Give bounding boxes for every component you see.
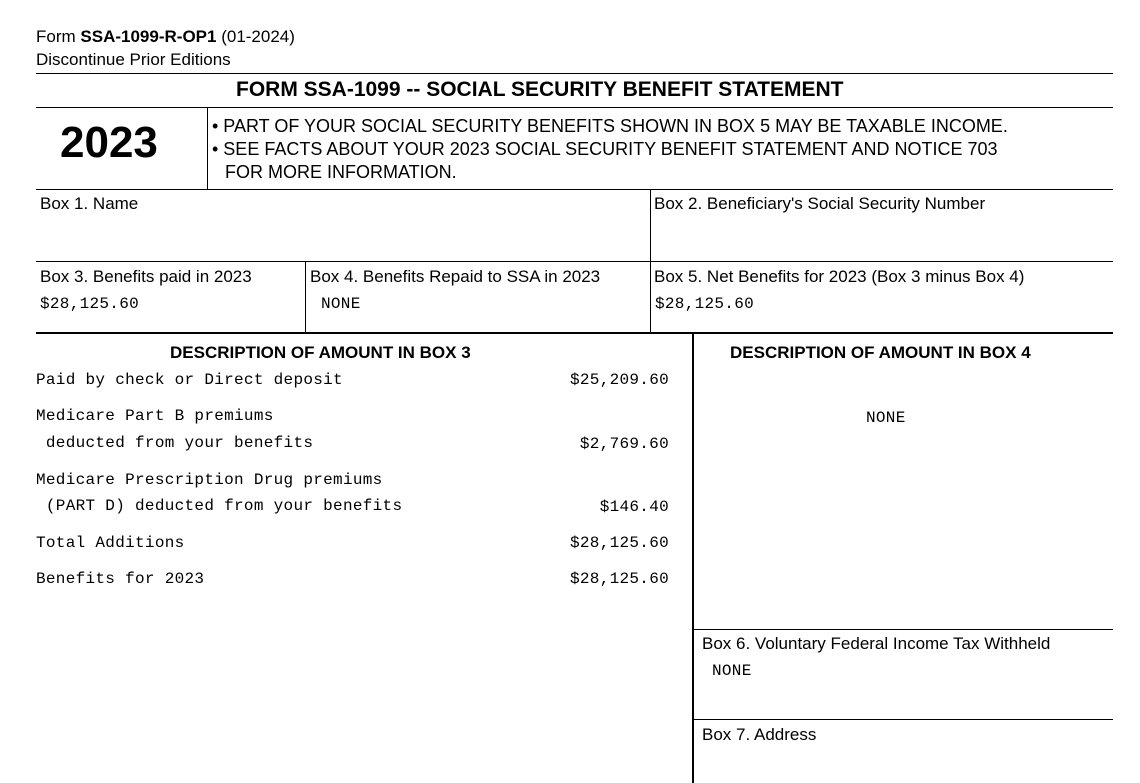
box6-value: NONE <box>712 662 752 680</box>
desc-row-label: Medicare Prescription Drug premiums <box>36 471 383 489</box>
divider <box>36 332 1113 334</box>
box3-label: Box 3. Benefits paid in 2023 <box>40 267 252 286</box>
desc-row-label: Total Additions <box>36 534 185 552</box>
desc-row-label-cont: (PART D) deducted from your benefits <box>36 497 403 515</box>
discontinue-note: Discontinue Prior Editions <box>36 50 231 69</box>
desc-row-label: Medicare Part B premiums <box>36 407 274 425</box>
box4-value: NONE <box>321 295 361 313</box>
desc-row-amount: $28,125.60 <box>569 570 669 588</box>
divider <box>207 107 208 189</box>
desc-row-amount: $146.40 <box>599 498 669 516</box>
divider <box>36 73 1113 74</box>
box5-value: $28,125.60 <box>655 295 755 313</box>
desc-row-label-cont: deducted from your benefits <box>36 434 314 452</box>
box6-label: Box 6. Voluntary Federal Income Tax Withheld <box>702 634 1051 653</box>
desc-row-amount: $2,769.60 <box>579 435 669 453</box>
form-id: SSA-1099-R-OP1 <box>80 27 217 46</box>
divider <box>692 333 694 783</box>
notice-line-2: • SEE FACTS ABOUT YOUR 2023 SOCIAL SECURITY BENEFIT STATEMENT AND NOTICE 703 <box>212 139 998 159</box>
box1-label: Box 1. Name <box>40 194 139 213</box>
form-title: FORM SSA-1099 -- SOCIAL SECURITY BENEFIT STATEMENT <box>236 78 844 101</box>
form-date: (01-2024) <box>221 27 295 46</box>
divider <box>693 719 1113 720</box>
box4-desc-value: NONE <box>866 409 906 427</box>
divider <box>693 629 1113 630</box>
desc-row-amount: $28,125.60 <box>569 534 669 552</box>
box5-label: Box 5. Net Benefits for 2023 (Box 3 minus Box 4) <box>654 267 1025 286</box>
divider <box>36 261 1113 262</box>
desc-row-label: Paid by check or Direct deposit <box>36 371 343 389</box>
tax-year: 2023 <box>60 118 158 167</box>
desc-row-label: Benefits for 2023 <box>36 570 205 588</box>
box4-label: Box 4. Benefits Repaid to SSA in 2023 <box>310 267 601 286</box>
box4-desc-title: DESCRIPTION OF AMOUNT IN BOX 4 <box>730 343 1031 362</box>
box2-label: Box 2. Beneficiary's Social Security Number <box>654 194 986 213</box>
desc-row-amount: $25,209.60 <box>569 371 669 389</box>
divider <box>36 107 1113 108</box>
form-prefix: Form <box>36 27 76 46</box>
box7-label: Box 7. Address <box>702 725 817 744</box>
form-identifier <box>36 27 295 47</box>
notice-line-1: • PART OF YOUR SOCIAL SECURITY BENEFITS SHOWN IN BOX 5 MAY BE TAXABLE INCOME. <box>212 116 1008 136</box>
divider <box>305 261 306 333</box>
box3-desc-title: DESCRIPTION OF AMOUNT IN BOX 3 <box>170 343 471 362</box>
notice-line-3: FOR MORE INFORMATION. <box>225 162 457 182</box>
box3-value: $28,125.60 <box>40 295 140 313</box>
divider <box>36 189 1113 190</box>
